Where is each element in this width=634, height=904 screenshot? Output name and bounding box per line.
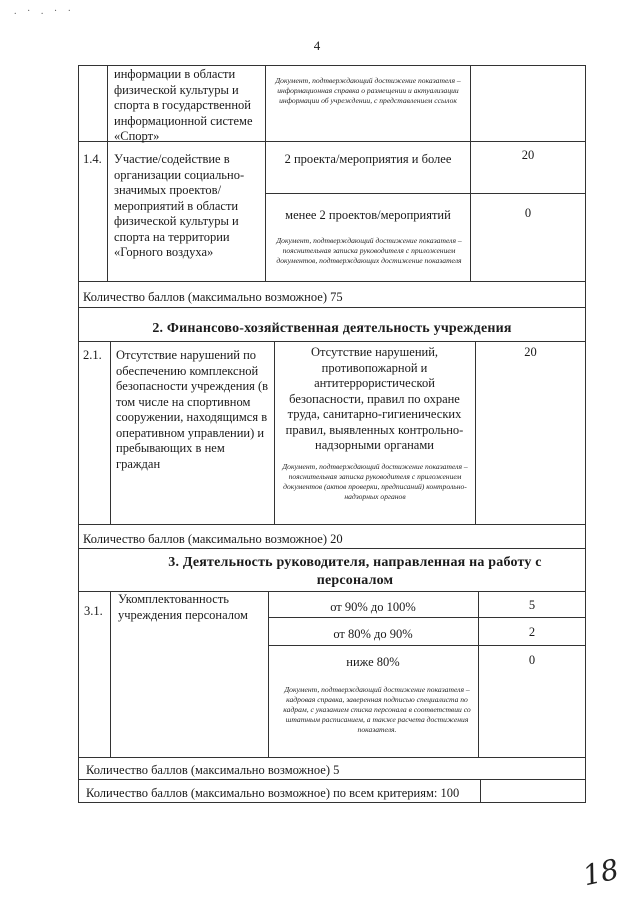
scan-marks: . · . · · [14, 6, 75, 17]
evidence-note-cont: Документ, подтверждающий достижение показателя – информационная справка о размещении и актуализации информации об учреждении, с представлением ссылок [275, 76, 461, 105]
criterion-2-1: Отсутствие нарушений по обеспечению комплексной безопасности учреждения (в том числе на спортивном сооружении, находящимся в оперативном управлении) и пребывающих в нем граждан [116, 348, 269, 471]
score-3-1-2: 2 [528, 625, 536, 639]
criterion-3-1: Укомплектованность учреждения персоналом [118, 592, 248, 622]
score-1-4-2: 0 [524, 206, 532, 220]
option-3-1-3: ниже 80% [346, 655, 400, 669]
section-2-total: Количество баллов (максимально возможное) 20 [83, 532, 343, 546]
criterion-number-1-4: 1.4. [83, 152, 102, 166]
section-2-title: 2. Финансово-хозяйственная деятельность учреждения [152, 321, 512, 336]
criterion-number-3-1: 3.1. [84, 604, 103, 618]
grand-total: Количество баллов (максимально возможное) по всем критериям: 100 [86, 786, 460, 800]
option-1-4-2: менее 2 проектов/мероприятий [285, 208, 451, 222]
criterion-1-4: Участие/содействие в организации социально-значимых проектов/мероприятий в области физической культуры и спорта на территории «Горного воздуха» [114, 152, 245, 259]
score-3-1-1: 5 [528, 598, 536, 612]
score-1-4-1: 20 [521, 148, 535, 162]
section-3-title: 3. Деятельность руководителя, направленная на работу с персоналом [168, 555, 542, 588]
score-3-1-3: 0 [528, 653, 536, 667]
section-1-total: Количество баллов (максимально возможное) 75 [83, 290, 343, 304]
evidence-note-3-1: Документ, подтверждающий достижение показателя – кадровая справка, заверенная подписью специалиста по кадрам, с указанием списка персонала в соответствии со штатным расписанием, а также расчета достижения показателя. [283, 685, 471, 734]
criterion-number-2-1: 2.1. [83, 348, 102, 362]
evidence-note-2-1: Документ, подтверждающий достижение показателя – пояснительная записка руководителя с приложением документов (актов проверки, предписаний) контрольно-надзорных органов [282, 462, 468, 501]
option-1-4-1: 2 проекта/мероприятия и более [284, 152, 452, 166]
section-3-total: Количество баллов (максимально возможное) 5 [86, 763, 340, 777]
evidence-note-1-4: Документ, подтверждающий достижение показателя – пояснительная записка руководителя с приложением документов, подтверждающих достижение показателя [276, 236, 462, 265]
criterion-cont: информации в области физической культуры и спорта в государственной информационной системе «Спорт» [114, 67, 253, 143]
option-3-1-2: от 80% до 90% [333, 627, 413, 641]
option-3-1-1: от 90% до 100% [330, 600, 416, 614]
handwritten-page-number: 18 [579, 852, 622, 893]
condition-2-1: Отсутствие нарушений, противопожарной и антитеррористической безопасности, правил по охране труда, санитарно-гигиенических правил, выявленных контрольно-надзорными органами [285, 345, 464, 452]
score-2-1: 20 [524, 345, 537, 359]
page-number: 4 [313, 38, 321, 53]
